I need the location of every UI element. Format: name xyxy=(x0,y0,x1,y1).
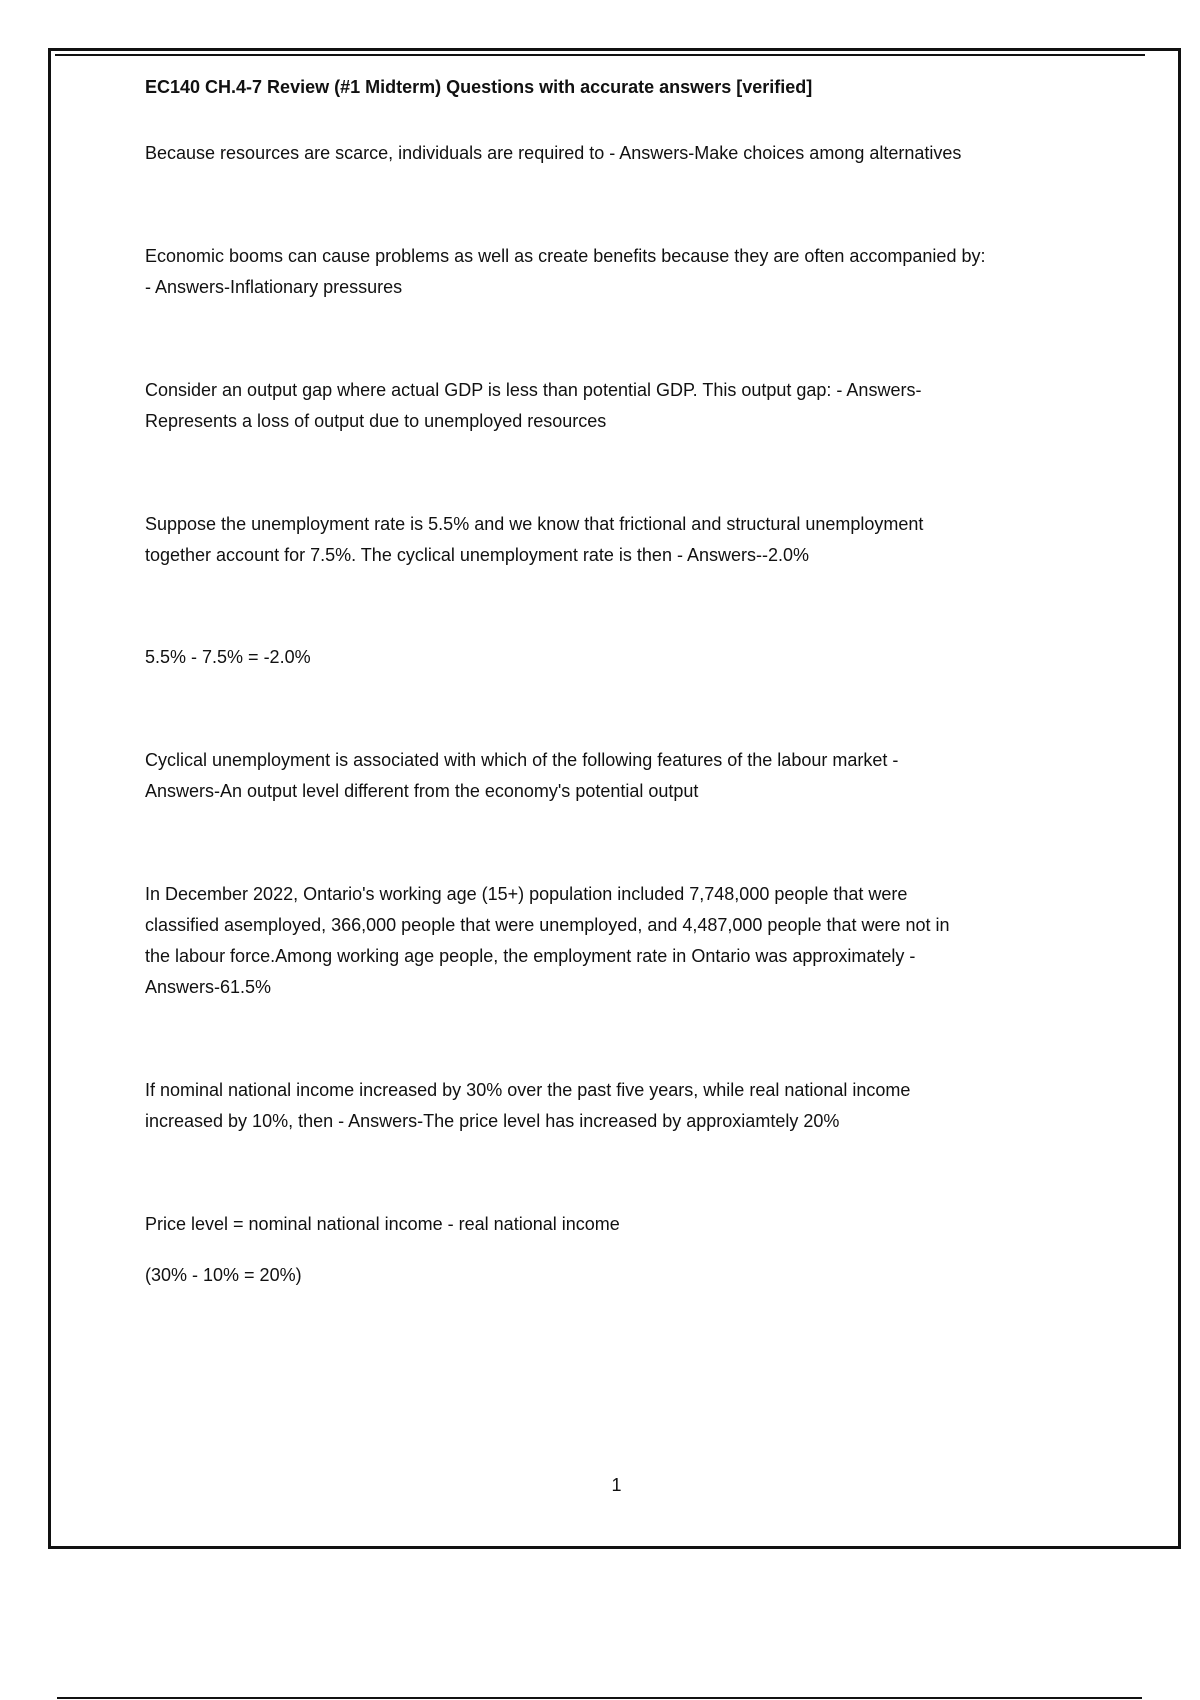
qa-cyclical-rate: Suppose the unemployment rate is 5.5% and we know that frictional and structural unemployment together account for 7.5%. The cyclical unemployment rate is then - Answers--2.0% xyxy=(145,514,924,565)
document-content xyxy=(145,74,1095,1291)
qa-price-level: If nominal national income increased by 30% over the past five years, while real national income increased by 10%, then - Answers-The price level has increased by approxiamtely 20% xyxy=(145,1080,911,1131)
calc-price-level-formula: Price level = nominal national income - real national income xyxy=(145,1214,620,1234)
qa-scarcity: Because resources are scarce, individuals are required to - Answers-Make choices among alternatives xyxy=(145,143,962,163)
next-page-rule xyxy=(57,1697,1142,1699)
qa-output-gap: Consider an output gap where actual GDP is less than potential GDP. This output gap: - Answers- Represents a loss of output due to unemployed resources xyxy=(145,380,922,431)
document-title: EC140 CH.4-7 Review (#1 Midterm) Questions with accurate answers [verified] xyxy=(145,77,813,97)
page-number: 1 xyxy=(611,1475,622,1495)
calc-cyclical-rate: 5.5% - 7.5% = -2.0% xyxy=(145,647,311,667)
qa-economic-booms: Economic booms can cause problems as well as create benefits because they are often accompanied by: - Answers-Inflationary pressures xyxy=(145,246,986,297)
qa-ontario-employment: In December 2022, Ontario's working age (15+) population included 7,748,000 people that were classified asemployed, 366,000 people that were unemployed, and 4,487,000 people that were not in the labour force.Among working age people, the employment rate in Ontario was approximately - Answers-61.5% xyxy=(145,884,950,997)
calc-price-level-result: (30% - 10% = 20%) xyxy=(145,1265,302,1285)
header-rule xyxy=(55,54,1145,56)
qa-cyclical-features: Cyclical unemployment is associated with which of the following features of the labour market - Answers-An output level different from the economy's potential output xyxy=(145,750,899,801)
